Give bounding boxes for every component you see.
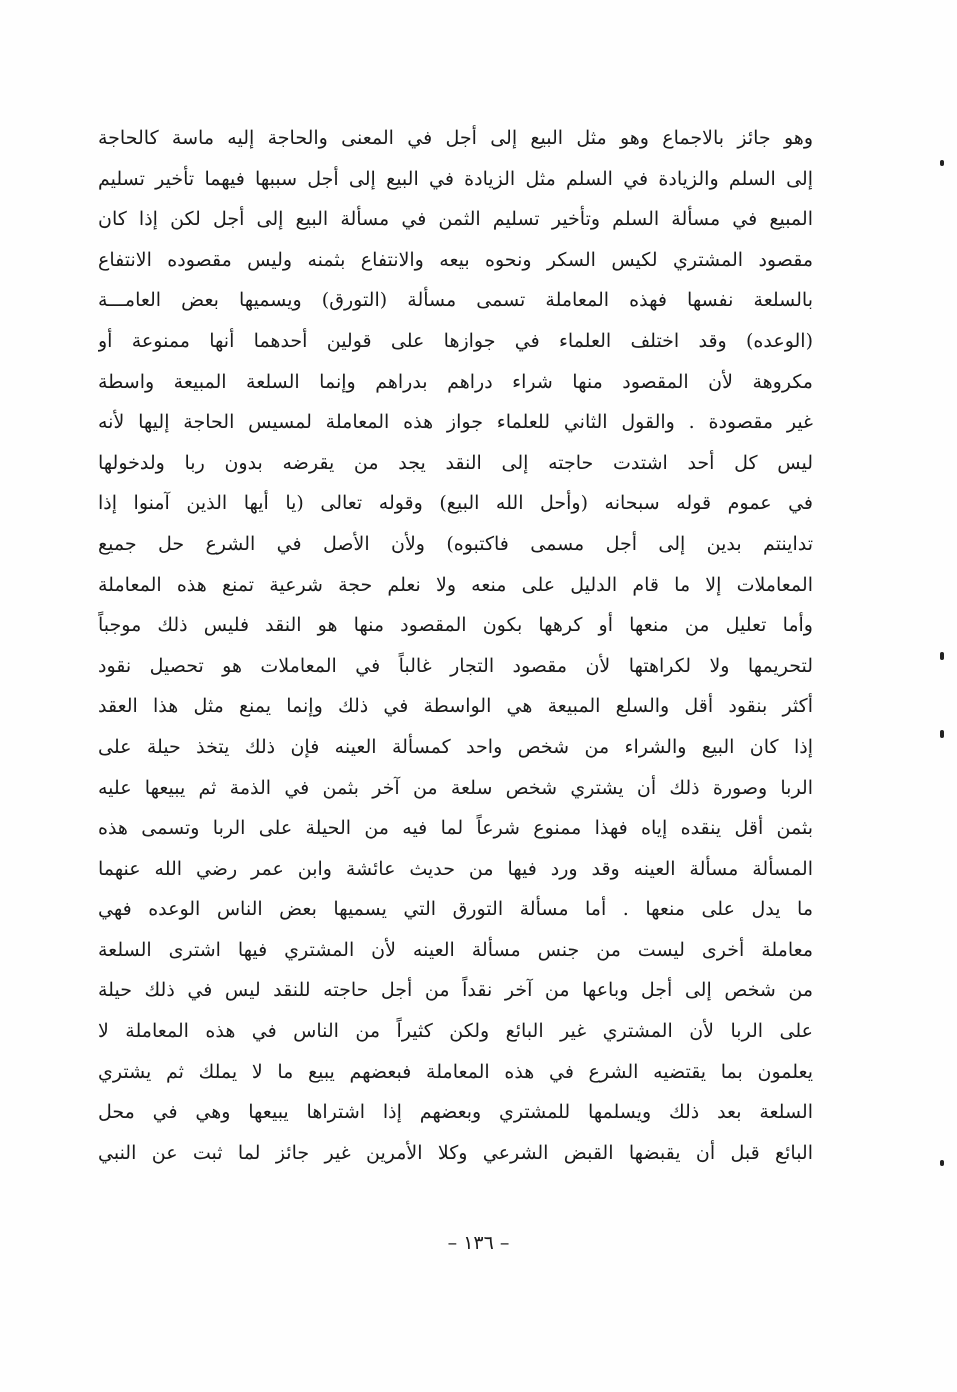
text-line: المعاملات إلا ما قام الدليل على منعه ولا نعلم حجة شرعية تمنع هذه المعاملة — [98, 573, 813, 596]
text-line: المسألة مسألة العينه وقد ورد فيها من حديث عائشة وابن عمر رضي الله عنهما — [98, 857, 813, 880]
text-line: لتحريمها ولا لكراهتها لأن مقصود التجار غالباً في المعاملات هو تحصيل نقود — [98, 654, 813, 677]
text-line: مقصود المشتري لكيس السكر ونحوه بيعه والانتفاع بثمنه وليس مقصوده الانتفاع — [98, 248, 813, 271]
text-line: المبيع في مسألة السلم وتأخير تسليم الثمن في مسألة البيع إلى أجل لكن إذا كان — [98, 208, 813, 231]
body-text — [98, 118, 813, 1173]
text-line: وأما تعليل من منعها أو كرهها بكون المقصود منها هو النقد فليس ذلك موجباً — [98, 614, 813, 637]
text-line: على الربا لأن المشتري غير البائع ولكن كثيراً من الناس في هذه المعاملة لا — [98, 1020, 813, 1043]
text-line: إذا كان البيع والشراء من شخص واحد كمسألة العينه فإن ذلك يتخذ حيلة على — [98, 735, 813, 758]
text-line: بالسلعة نفسها فهذه المعاملة تسمى مسألة (التورق) ويسميها بعض العامـــة — [98, 289, 813, 312]
text-line: غير مقصودة . والقول الثاني للعلماء جواز هذه المعاملة لمسيس الحاجة إليها لأنه — [98, 411, 813, 434]
text-line: يعلمون بما يقتضيه الشرع في هذه المعاملة فبعضهم يبيع ما لا يملك ثم يشتري — [98, 1060, 813, 1083]
text-line: في عموم قوله سبحانه (وأحل الله البيع) وقوله تعالى (يا أيها الذين آمنوا إذا — [98, 492, 813, 515]
text-line: ما يدل على منعها . أما مسألة التورق التي يسميها بعض الناس الوعده فهي — [98, 898, 813, 921]
scan-mark — [940, 1160, 944, 1166]
text-line: وهو جائز بالاجماع وهو مثل البيع إلى أجل في المعنى والحاجة إليه ماسة كالحاجة — [98, 127, 813, 149]
text-line: من شخص إلى أجل وباعها من آخر نقداً من أجل حاجته للنقد ليس في ذلك حيلة — [98, 979, 813, 1002]
text-line: السلعة بعد ذلك ويسلمها للمشتري وبعضهم إذا اشتراها يبيعها وهي في محل — [98, 1101, 813, 1124]
scan-mark — [940, 160, 944, 166]
text-line: (الوعده) وقد اختلف العلماء في جوازها على قولين أحدهما أنها ممنوعة أو — [98, 329, 813, 352]
scan-mark — [940, 730, 944, 738]
text-line: معاملة أخرى ليست من جنس مسألة العينه لأن المشتري فيها اشترى السلعة — [98, 938, 813, 961]
scan-mark — [940, 652, 944, 660]
text-line: بثمن أقل ينقده إياه فهذا ممنوع شرعاً لما فيه من الحيلة على الربا وتسمى هذه — [98, 817, 813, 840]
page-number: – ١٣٦ – — [447, 1232, 510, 1254]
text-line: الربا وصورة ذلك أن يشتري شخص سلعة من آخر بثمن في الذمة ثم يبيعها عليه — [98, 776, 813, 799]
text-line: إلى السلم والزيادة في السلم مثل الزيادة في البيع إلى أجل سببها فيهما تأخير تسليم — [98, 167, 813, 190]
text-line: البائع قبل أن يقبضها القبض الشرعي وكلا الأمرين غير جائز لما ثبت عن النبي — [98, 1141, 813, 1164]
text-line: ليس كل أحد اشتدت حاجته إلى النقد يجد من يقرضه بدون ربا ولدخولها — [98, 451, 813, 474]
text-line: أكثر بنقود أقل والسلع المبيعة هي الواسطة في ذلك وإنما يمنع مثل هذا العقد — [98, 695, 813, 718]
text-line: تداينتم بدين إلى أجل مسمى فاكتبوه) ولأن الأصل في الشرع حل جميع — [98, 532, 813, 555]
text-line: مكروهة لأن المقصود منها شراء دراهم بدراهم وإنما السلعة المبيعة واسطة — [98, 370, 813, 393]
